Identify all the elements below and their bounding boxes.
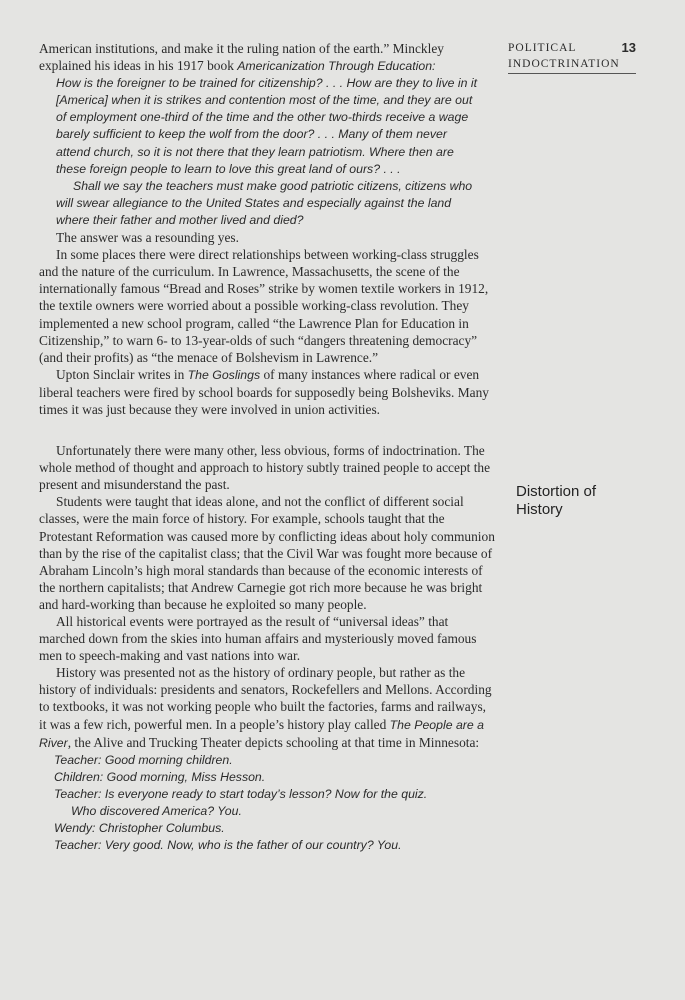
section-break <box>39 418 496 442</box>
paragraph-lawrence: In some places there were direct relationships between working-class struggles and the nature of the curriculum. In Lawrence, Massachusetts, the scene of the internationally famous “Bread and Roses” strike by women textile workers in 1912, the textile owners were worried about a possible working-class revolution. They implemented a new school program, called “the Lawrence Plan for Education in Citizenship,” to warn 6- to 13-year-olds of such “dangers threatening democracy” (and their profits) as “the menace of Bolshevism in Lawrence.” <box>39 247 489 365</box>
quote-paragraph-1: How is the foreigner to be trained for citizenship? . . . How are they to live in it [America] when it is strikes and contention most of the time, and they are out of employment one-third of the time and the other two-thirds receive a wage barely sufficient to keep the wolf from the door? . . . Many of them never attend church, so it is not there that they learn patriotism. Where then are these foreign people to learn to love this great land of ours? . . . <box>56 76 478 176</box>
paragraph-answer: The answer was a resounding yes. <box>56 230 239 246</box>
side-heading <box>516 483 626 519</box>
paragraph-history-text-a: History was presented not as the history of ordinary people, but rather as the history of individuals: presidents and senators, Rockefellers and Mellons. According to textbooks, it was not working people who built the factories, farms and railways, it was a few rich, powerful men. In a people’s history play called <box>39 665 492 732</box>
page-number: 13 <box>621 40 636 55</box>
paragraph-history-of-individuals <box>39 664 496 751</box>
paragraph-sinclair-text-a: Upton Sinclair writes in <box>56 366 188 382</box>
block-quote <box>39 75 481 229</box>
play-title: The People are a River <box>39 717 484 750</box>
body-text-column <box>39 40 496 854</box>
side-heading-line2: History <box>516 501 563 518</box>
paragraph-indoctrination: Unfortunately there were many other, less obvious, forms of indoctrination. The whole method of thought and approach to history subtly trained people to accept the present and misunderstand the past. <box>39 443 491 493</box>
script-line: Teacher: Good morning children. <box>54 752 233 767</box>
running-head <box>508 40 636 74</box>
play-script <box>39 752 496 855</box>
running-head-title-line2: INDOCTRINATION <box>508 58 620 70</box>
running-head-title-line1: POLITICAL <box>508 42 577 54</box>
quote-paragraph-2: Shall we say the teachers must make good patriotic citizens, citizens who will swear allegiance to the United States and especially against the land where their father and mother lived and died? <box>56 178 473 227</box>
paragraph-intro-text: American institutions, and make it the ruling nation of the earth.” Minckley explained his ideas in his 1917 book <box>39 41 444 74</box>
script-line: Teacher: Very good. Now, who is the father of our country? You. <box>54 838 402 853</box>
paragraph-universal-ideas: All historical events were portrayed as the result of “universal ideas” that marched down from the skies into human affairs and mysteriously moved famous men to speech-making and vast nations into war. <box>39 614 477 664</box>
script-line: Teacher: Is everyone ready to start today’s lesson? Now for the quiz. <box>54 786 428 801</box>
side-heading-line1: Distortion of <box>516 483 597 500</box>
book-title-goslings: The Goslings <box>187 367 261 382</box>
script-line: Wendy: Christopher Columbus. <box>54 821 225 836</box>
paragraph-history-text-b: , the Alive and Trucking Theater depicts schooling at that time in Minnesota: <box>67 734 480 750</box>
script-line-continued: Who discovered America? You. <box>71 804 242 819</box>
script-line: Children: Good morning, Miss Hesson. <box>54 769 266 784</box>
paragraph-sinclair-text-b: of many instances where radical or even liberal teachers were fired by school boards for supposedly being Bolsheviks. Many times it was just because they were involved in union activities. <box>39 366 489 417</box>
paragraph-intro <box>39 40 496 75</box>
paragraph-sinclair <box>39 366 496 418</box>
book-title-americanization: Americanization Through Education: <box>237 59 436 74</box>
paragraph-ideas-alone: Students were taught that ideas alone, and not the conflict of different social classes, were the main force of history. For example, schools taught that the Protestant Reformation was caused more by conflicting ideas about holy communion than by the rise of the capitalist class; that the Civil War was fought more because of Abraham Lincoln’s high moral standards than because of the economic interests of the northern capitalists; that Andrew Carnegie got rich more because he was bright and hard-working than because he exploited so many people. <box>39 494 495 612</box>
